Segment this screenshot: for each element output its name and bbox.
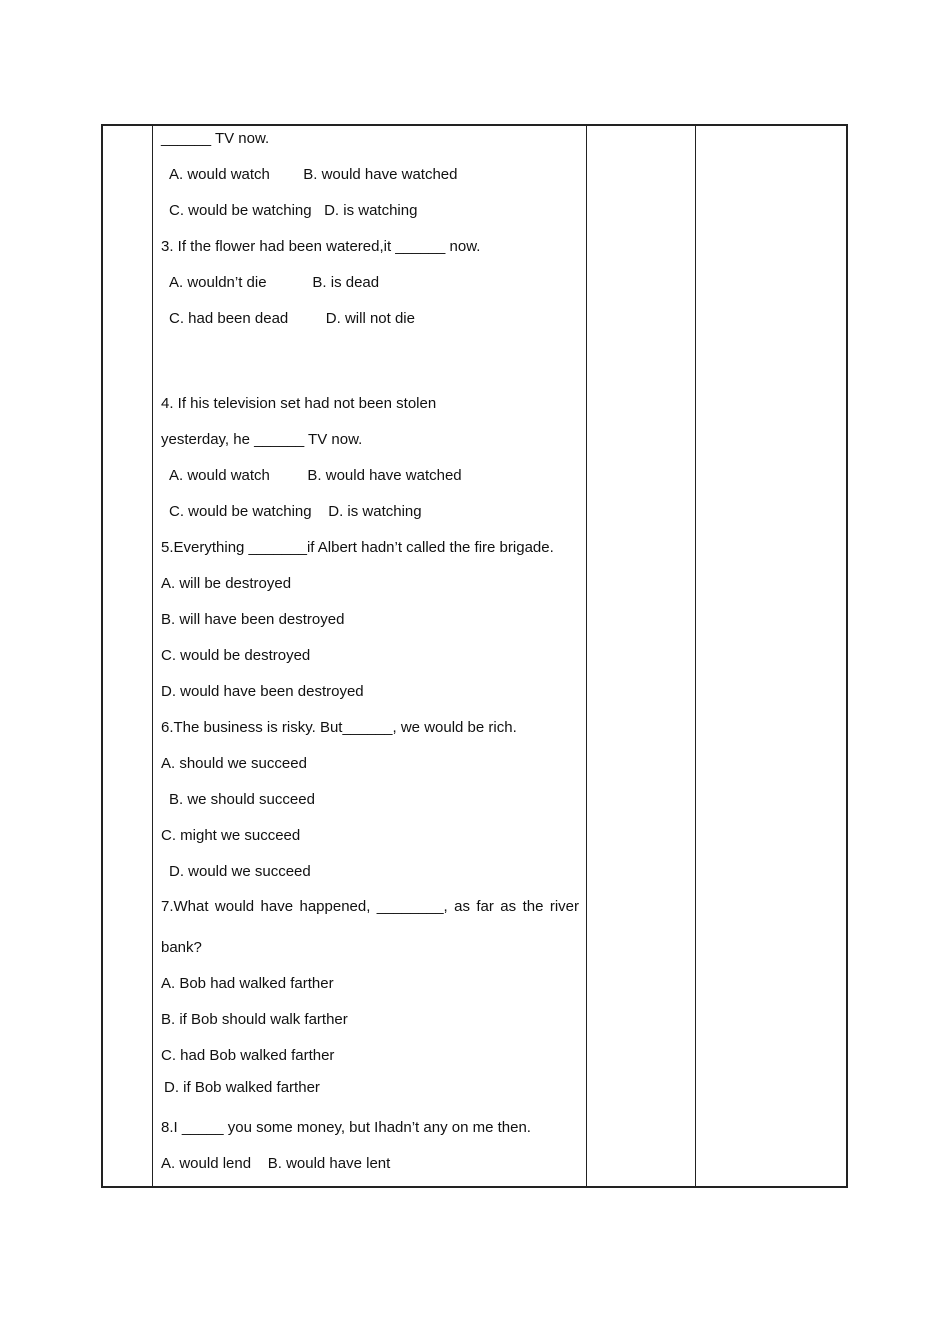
question-6-option-a: A. should we succeed	[161, 755, 307, 772]
question-3-text: 3. If the flower had been watered,it ______ now.	[161, 238, 481, 255]
question-8-text: 8.I _____ you some money, but Ihadn’t any on me then.	[161, 1119, 531, 1136]
question-4-options-cd: C. would be watching D. is watching	[169, 503, 422, 520]
question-5-option-c: C. would be destroyed	[161, 647, 311, 664]
question-3-options-cd: C. had been dead D. will not die	[169, 310, 415, 327]
question-8-options-ab: A. would lend B. would have lent	[161, 1155, 391, 1172]
question-6-text: 6.The business is risky. But______, we would be rich.	[161, 719, 517, 736]
question-2-options-cd: C. would be watching D. is watching	[169, 202, 418, 219]
question-7-option-a: A. Bob had walked farther	[161, 975, 334, 992]
question-7-option-d: D. if Bob walked farther	[164, 1079, 320, 1096]
question-6-option-d: D. would we succeed	[169, 863, 311, 880]
column-divider	[695, 126, 696, 1186]
column-divider	[152, 126, 153, 1186]
question-7-option-b: B. if Bob should walk farther	[161, 1011, 348, 1028]
question-2-tail: ______ TV now.	[161, 130, 270, 147]
column-divider	[586, 126, 587, 1186]
question-4-text-cont: yesterday, he ______ TV now.	[161, 431, 363, 448]
question-4-options-ab: A. would watch B. would have watched	[169, 467, 462, 484]
question-6-option-c: C. might we succeed	[161, 827, 301, 844]
question-5-option-d: D. would have been destroyed	[161, 683, 364, 700]
question-7-text-cont: bank?	[161, 939, 202, 956]
question-5-option-b: B. will have been destroyed	[161, 611, 345, 628]
question-5-option-a: A. will be destroyed	[161, 575, 292, 592]
question-7-option-c: C. had Bob walked farther	[161, 1047, 335, 1064]
question-2-options-ab: A. would watch B. would have watched	[169, 166, 458, 183]
question-4-text: 4. If his television set had not been stolen	[161, 395, 437, 412]
question-6-option-b: B. we should succeed	[169, 791, 315, 808]
question-7-text: 7.What would have happened, ________, as far as the river	[161, 898, 579, 915]
question-5-text: 5.Everything _______if Albert hadn’t called the fire brigade.	[161, 539, 554, 556]
question-3-options-ab: A. wouldn’t die B. is dead	[169, 274, 380, 291]
lesson-table	[101, 124, 848, 1188]
